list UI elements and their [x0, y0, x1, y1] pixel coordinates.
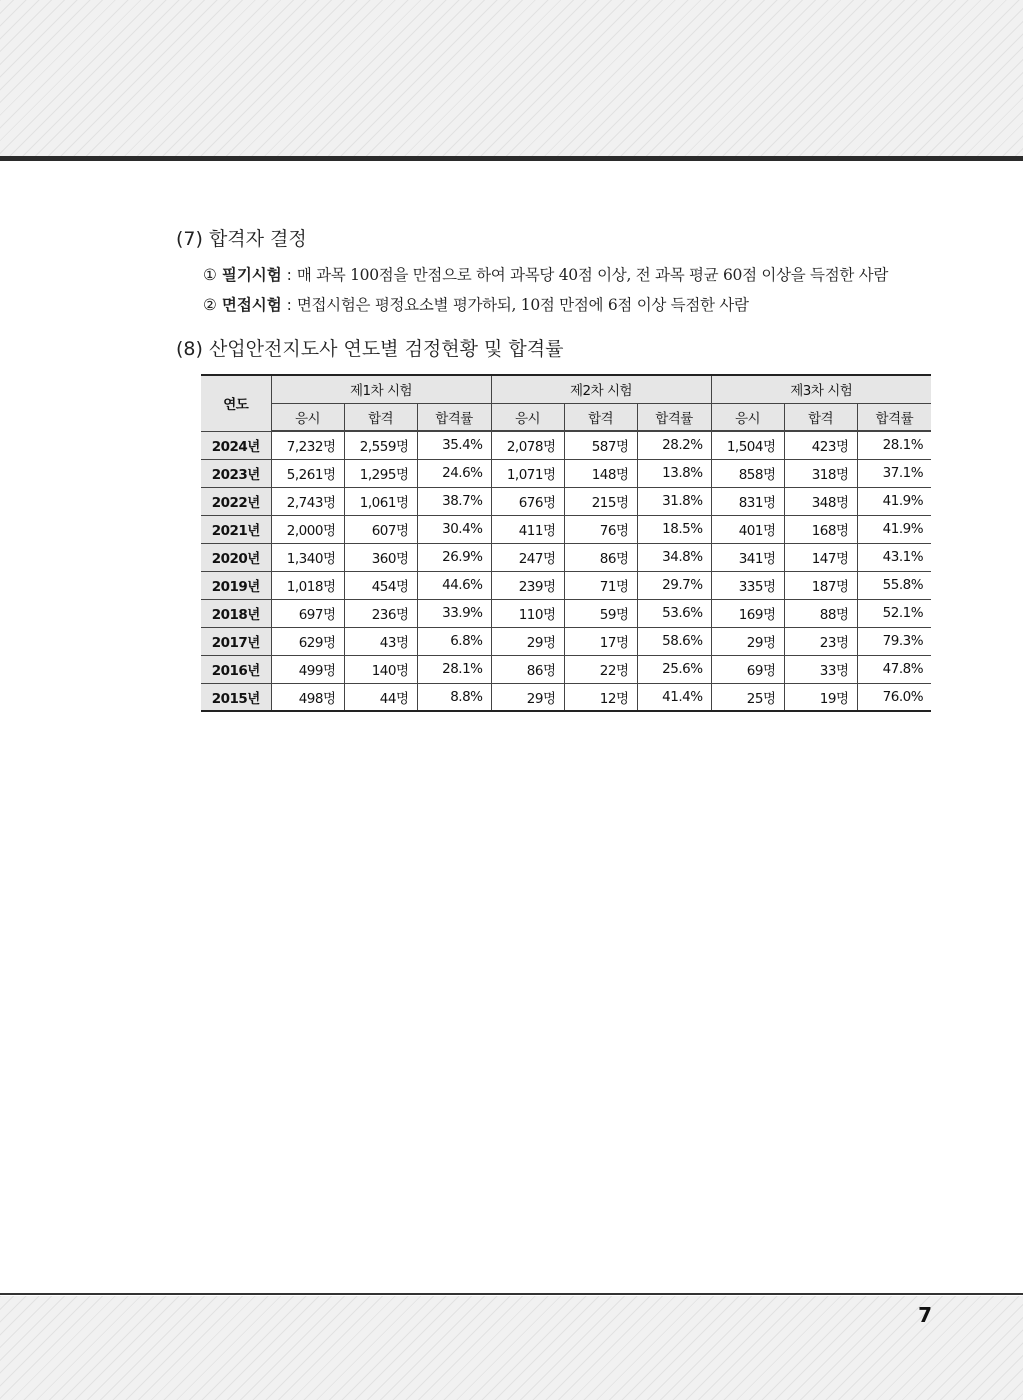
passers-header: 합격: [564, 403, 637, 431]
table-cell: 23명: [784, 627, 857, 655]
table-cell: 31.8%: [637, 487, 711, 515]
year-cell: 2015년: [201, 683, 271, 711]
table-row: [201, 431, 931, 459]
table-cell: 348명: [784, 487, 857, 515]
table-cell: 499명: [271, 655, 344, 683]
table-cell: 76명: [564, 515, 637, 543]
applicants-header: 응시: [271, 403, 344, 431]
table-cell: 2,743명: [271, 487, 344, 515]
table-cell: 8.8%: [417, 683, 491, 711]
table-cell: 71명: [564, 571, 637, 599]
table-cell: 168명: [784, 515, 857, 543]
year-cell: 2024년: [201, 431, 271, 459]
first-exam-header: 제1차 시험: [271, 375, 491, 403]
circled-one-marker: ①: [203, 266, 217, 284]
table-cell: 187명: [784, 571, 857, 599]
table-row: [201, 599, 931, 627]
table-cell: 28.1%: [857, 431, 931, 459]
passers-header: 합격: [344, 403, 417, 431]
table-cell: 52.1%: [857, 599, 931, 627]
table-row: [201, 543, 931, 571]
table-cell: 587명: [564, 431, 637, 459]
table-cell: 607명: [344, 515, 417, 543]
table-cell: 2,078명: [491, 431, 564, 459]
table-header-row: [201, 375, 931, 403]
table-cell: 43명: [344, 627, 417, 655]
table-cell: 401명: [711, 515, 784, 543]
table-row: [201, 459, 931, 487]
table-cell: 76.0%: [857, 683, 931, 711]
table-cell: 44명: [344, 683, 417, 711]
year-cell: 2019년: [201, 571, 271, 599]
table-cell: 498명: [271, 683, 344, 711]
table-cell: 147명: [784, 543, 857, 571]
table-cell: 69명: [711, 655, 784, 683]
table-cell: 47.8%: [857, 655, 931, 683]
table-cell: 59명: [564, 599, 637, 627]
table-cell: 697명: [271, 599, 344, 627]
criterion-description: 매 과목 100점을 만점으로 하여 과목당 40점 이상, 전 과목 평균 60점 이상을 득점한 사람: [296, 266, 889, 284]
table-cell: 360명: [344, 543, 417, 571]
table-cell: 22명: [564, 655, 637, 683]
table-cell: 86명: [564, 543, 637, 571]
second-exam-header: 제2차 시험: [491, 375, 711, 403]
table-cell: 19명: [784, 683, 857, 711]
table-cell: 53.6%: [637, 599, 711, 627]
table-cell: 12명: [564, 683, 637, 711]
table-cell: 24.6%: [417, 459, 491, 487]
year-cell: 2018년: [201, 599, 271, 627]
table-cell: 2,559명: [344, 431, 417, 459]
table-cell: 1,295명: [344, 459, 417, 487]
table-cell: 30.4%: [417, 515, 491, 543]
table-cell: 25명: [711, 683, 784, 711]
table-cell: 28.1%: [417, 655, 491, 683]
table-subheader-row: [201, 403, 931, 431]
table-cell: 1,340명: [271, 543, 344, 571]
table-cell: 676명: [491, 487, 564, 515]
passers-header: 합격: [784, 403, 857, 431]
table-cell: 5,261명: [271, 459, 344, 487]
table-cell: 341명: [711, 543, 784, 571]
table-cell: 215명: [564, 487, 637, 515]
table-row: [201, 515, 931, 543]
table-cell: 41.9%: [857, 515, 931, 543]
table-cell: 18.5%: [637, 515, 711, 543]
criterion-separator: :: [281, 296, 297, 314]
table-row: [201, 627, 931, 655]
criterion-description: 면접시험은 평정요소별 평가하되, 10점 만점에 6점 이상 득점한 사람: [296, 296, 749, 314]
table-cell: 13.8%: [637, 459, 711, 487]
table-cell: 26.9%: [417, 543, 491, 571]
table-cell: 423명: [784, 431, 857, 459]
table-cell: 140명: [344, 655, 417, 683]
pass-rate-header: 합격률: [637, 403, 711, 431]
year-cell: 2016년: [201, 655, 271, 683]
table-cell: 1,018명: [271, 571, 344, 599]
table-cell: 35.4%: [417, 431, 491, 459]
table-cell: 34.8%: [637, 543, 711, 571]
table-cell: 29명: [491, 627, 564, 655]
table-cell: 28.2%: [637, 431, 711, 459]
exam-statistics-table: [201, 374, 931, 712]
circled-two-marker: ②: [203, 296, 217, 314]
table-cell: 411명: [491, 515, 564, 543]
table-cell: 1,504명: [711, 431, 784, 459]
table-cell: 629명: [271, 627, 344, 655]
table-cell: 858명: [711, 459, 784, 487]
year-cell: 2022년: [201, 487, 271, 515]
header-rule: [0, 156, 1023, 161]
footer-rule: [0, 1293, 1023, 1295]
third-exam-header: 제3차 시험: [711, 375, 931, 403]
table-cell: 318명: [784, 459, 857, 487]
table-cell: 86명: [491, 655, 564, 683]
table-cell: 88명: [784, 599, 857, 627]
criterion-label: 필기시험: [221, 266, 282, 284]
criterion-separator: :: [281, 266, 297, 284]
table-cell: 335명: [711, 571, 784, 599]
table-cell: 236명: [344, 599, 417, 627]
table-cell: 58.6%: [637, 627, 711, 655]
table-cell: 239명: [491, 571, 564, 599]
page-number: 7: [918, 1303, 932, 1327]
pass-rate-header: 합격률: [417, 403, 491, 431]
year-cell: 2021년: [201, 515, 271, 543]
section-8-heading: (8) 산업안전지도사 연도별 검정현황 및 합격률: [176, 338, 564, 360]
applicants-header: 응시: [711, 403, 784, 431]
table-cell: 33명: [784, 655, 857, 683]
pass-rate-header: 합격률: [857, 403, 931, 431]
header-pattern-band: [0, 0, 1023, 156]
table-cell: 17명: [564, 627, 637, 655]
table-row: [201, 655, 931, 683]
table-cell: 247명: [491, 543, 564, 571]
criterion-label: 면접시험: [221, 296, 282, 314]
year-cell: 2017년: [201, 627, 271, 655]
table-cell: 44.6%: [417, 571, 491, 599]
table-cell: 169명: [711, 599, 784, 627]
footer-pattern-band: [0, 1296, 1023, 1400]
table-cell: 1,061명: [344, 487, 417, 515]
year-column-header: 연도: [201, 375, 271, 431]
table-cell: 148명: [564, 459, 637, 487]
year-cell: 2023년: [201, 459, 271, 487]
table-cell: 831명: [711, 487, 784, 515]
table-cell: 29.7%: [637, 571, 711, 599]
table-cell: 2,000명: [271, 515, 344, 543]
table-cell: 41.4%: [637, 683, 711, 711]
criterion-interview-exam: [203, 293, 749, 315]
table-cell: 38.7%: [417, 487, 491, 515]
table-cell: 55.8%: [857, 571, 931, 599]
applicants-header: 응시: [491, 403, 564, 431]
table-cell: 454명: [344, 571, 417, 599]
year-cell: 2020년: [201, 543, 271, 571]
table-cell: 41.9%: [857, 487, 931, 515]
section-7-heading: (7) 합격자 결정: [176, 228, 307, 250]
table-cell: 43.1%: [857, 543, 931, 571]
table-cell: 110명: [491, 599, 564, 627]
table-cell: 7,232명: [271, 431, 344, 459]
table-row: [201, 487, 931, 515]
table-cell: 33.9%: [417, 599, 491, 627]
table-cell: 29명: [491, 683, 564, 711]
table-cell: 79.3%: [857, 627, 931, 655]
table-row: [201, 571, 931, 599]
table-cell: 1,071명: [491, 459, 564, 487]
table-cell: 37.1%: [857, 459, 931, 487]
table-row: [201, 683, 931, 711]
criterion-written-exam: [203, 263, 888, 285]
table-cell: 6.8%: [417, 627, 491, 655]
table-cell: 25.6%: [637, 655, 711, 683]
table-cell: 29명: [711, 627, 784, 655]
